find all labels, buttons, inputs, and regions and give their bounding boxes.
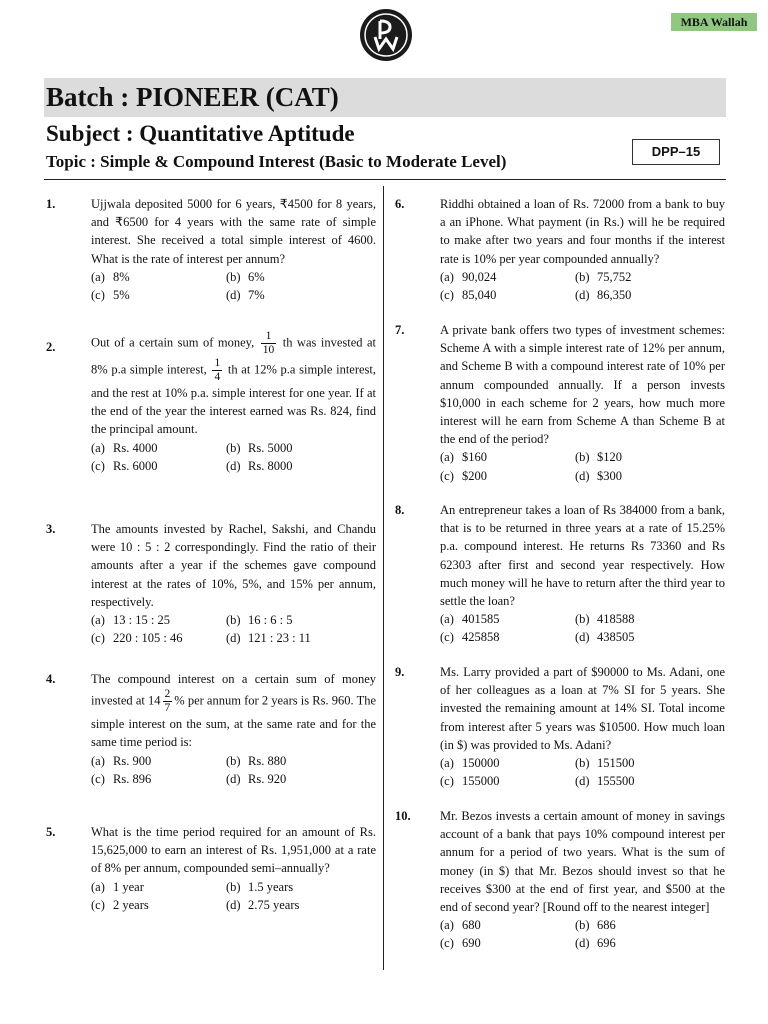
question-text: Riddhi obtained a loan of Rs. 72000 from a bank to buy a an iPhone. What payment (in Rs.) will he be required to make after two years and four months if the interest rate is 10% per year compounded annually? (440, 197, 725, 266)
question-6 (395, 195, 725, 304)
options (91, 439, 376, 475)
fraction: $\frac{2}{7}$ (164, 688, 171, 715)
option-d: (d) 86,350 (575, 288, 632, 303)
batch-title: Batch : PIONEER (CAT) (46, 82, 339, 112)
option-d: (d) 155500 (575, 774, 635, 789)
option-b: (b) 16 : 6 : 5 (226, 613, 293, 628)
question-text: Ujjwala deposited 5000 for 6 years, ₹4500 for 8 years, and ₹6500 for 4 years with the same rate of simple interest. She received a total simple interest of 4600. What is the rate of interest per annum? (91, 197, 376, 266)
option-c: (c) Rs. 896 (91, 771, 152, 786)
fraction: $\frac{1}{4}$ (214, 357, 221, 383)
option-d: (d) Rs. 920 (226, 771, 287, 786)
option-d: (d) 696 (575, 936, 616, 951)
option-a: (a) 401585 (440, 612, 500, 627)
option-a: (a) 13 : 15 : 25 (91, 613, 170, 628)
option-b: (b) 75,752 (575, 269, 632, 284)
options (440, 268, 725, 304)
option-c: (c) 2 years (91, 897, 149, 912)
question-text: A private bank offers two types of investment schemes: Scheme A with a simple interest rate of 12% per annum, and Scheme B with a compound interest rate of 10% per annum compounded annually. If a person invests $10,000 in each scheme for 2 years, how much more interest will he earn from Scheme A than Scheme B at the end of the period? (440, 323, 725, 447)
question-2 (46, 330, 376, 475)
option-c: (c) 690 (440, 936, 481, 951)
option-b: (b) Rs. 5000 (226, 440, 293, 455)
option-c: (c) $200 (440, 468, 487, 483)
options (440, 448, 725, 484)
option-d: (d) 7% (226, 288, 265, 303)
question-number: 5. (46, 825, 56, 839)
option-a: (a) 150000 (440, 756, 500, 771)
option-c: (c) 220 : 105 : 46 (91, 631, 183, 646)
question-number: 1. (46, 197, 56, 211)
question-7 (395, 321, 725, 485)
option-d: (d) 438505 (575, 630, 635, 645)
pw-logo (360, 9, 412, 61)
question-3 (46, 520, 376, 647)
question-text: Mr. Bezos invests a certain amount of money in savings account of a bank that pays 10% compound interest per annum for a period of two years. What is the sum of money (in $) that Mr. Bezos should invest so that he receives $300 at the end of first year, and $500 at the end of second year? [Round off to the nearest integer] (440, 809, 725, 915)
question-number: 3. (46, 522, 56, 536)
question-5 (46, 823, 376, 914)
option-c: (c) Rs. 6000 (91, 458, 158, 473)
option-d: (d) $300 (575, 468, 622, 483)
option-b: (b) 418588 (575, 612, 635, 627)
option-a: (a) Rs. 4000 (91, 440, 158, 455)
options (91, 268, 376, 304)
options (91, 752, 376, 788)
option-d: (d) 2.75 years (226, 897, 300, 912)
question-number: 4. (46, 672, 56, 686)
question-number: 8. (395, 503, 405, 517)
option-c: (c) 5% (91, 288, 130, 303)
option-a: (a) 90,024 (440, 269, 497, 284)
option-a: (a) 680 (440, 918, 481, 933)
topic-heading: Topic : Simple & Compound Interest (Basic to Moderate Level) (46, 152, 507, 171)
option-b: (b) 686 (575, 918, 616, 933)
option-a: (a) 1 year (91, 879, 144, 894)
question-text: The amounts invested by Rachel, Sakshi, and Chandu were 10 : 5 : 2 correspondingly. Find the ratio of their amounts after a year if the schemes gave compound interest at the rates of 10%, 5%, and 15% per annum, respectively. (91, 522, 376, 609)
options (91, 878, 376, 914)
pw-logo-icon (360, 9, 412, 61)
question-10 (395, 807, 725, 953)
option-b: (b) $120 (575, 450, 622, 465)
question-8 (395, 501, 725, 647)
option-c: (c) 155000 (440, 774, 500, 789)
option-b: (b) Rs. 880 (226, 753, 287, 768)
column-divider (383, 186, 384, 970)
options (91, 611, 376, 647)
question-text: What is the time period required for an amount of Rs. 15,625,000 to earn an interest of Rs. 1,951,000 at a rate of 8% per annum, compounded semi–annually? (91, 825, 376, 876)
subject-heading: Subject : Quantitative Aptitude (46, 121, 355, 146)
header-divider (44, 179, 726, 180)
question-number: 6. (395, 197, 405, 211)
option-a: (a) Rs. 900 (91, 753, 152, 768)
option-d: (d) Rs. 8000 (226, 458, 293, 473)
question-text: An entrepreneur takes a loan of Rs 384000 from a bank, that is to be returned in three years at a rate of 15.25% p.a. compound interest. He returns Rs 73360 and Rs 62303 after first and second year respectively. How much money will he have to return after the third year to settle the loan? (440, 503, 725, 609)
question-4 (46, 670, 376, 788)
question-number: 7. (395, 323, 405, 337)
option-b: (b) 1.5 years (226, 879, 294, 894)
question-text: Ms. Larry provided a part of $90000 to Ms. Adani, one of her colleagues as a loan at 7% SI for 5 years. She invested the remaining amount at 14% SI. Total income from interest after 5 years was $10500. How much loan (in $) was provided to Ms. Adani? (440, 665, 725, 752)
option-d: (d) 121 : 23 : 11 (226, 631, 311, 646)
question-1 (46, 195, 376, 304)
dpp-badge: DPP–15 (632, 139, 720, 165)
option-c: (c) 425858 (440, 630, 500, 645)
question-text: Out of a certain sum of money, $\frac{1}{10}$ th was invested at 8% p.a simple interest, $\frac{1}{4}$ th at 12% p.a simple interest, and the rest at 10% p.a. simple interest for one year. If at the end of the year the interest earned was Rs. 824, find the principal amount. (91, 330, 377, 437)
fraction: $\frac{1}{10}$ (262, 330, 275, 356)
question-number: 2. (46, 340, 56, 354)
option-a: (a) 8% (91, 269, 130, 284)
question-number: 9. (395, 665, 405, 679)
option-c: (c) 85,040 (440, 288, 497, 303)
option-b: (b) 6% (226, 269, 265, 284)
brand-tag: MBA Wallah (671, 13, 757, 31)
question-9 (395, 663, 725, 790)
options (440, 610, 725, 646)
question-text: The compound interest on a certain sum of money invested at 14 $\frac{2}{7}$ % per annum for 2 years is Rs. 960. The simple interest on the sum, at the same rate and for the same time period is: (91, 672, 376, 750)
options (440, 754, 725, 790)
question-number: 10. (395, 809, 411, 823)
option-a: (a) $160 (440, 450, 487, 465)
options (440, 916, 725, 952)
option-b: (b) 151500 (575, 756, 635, 771)
